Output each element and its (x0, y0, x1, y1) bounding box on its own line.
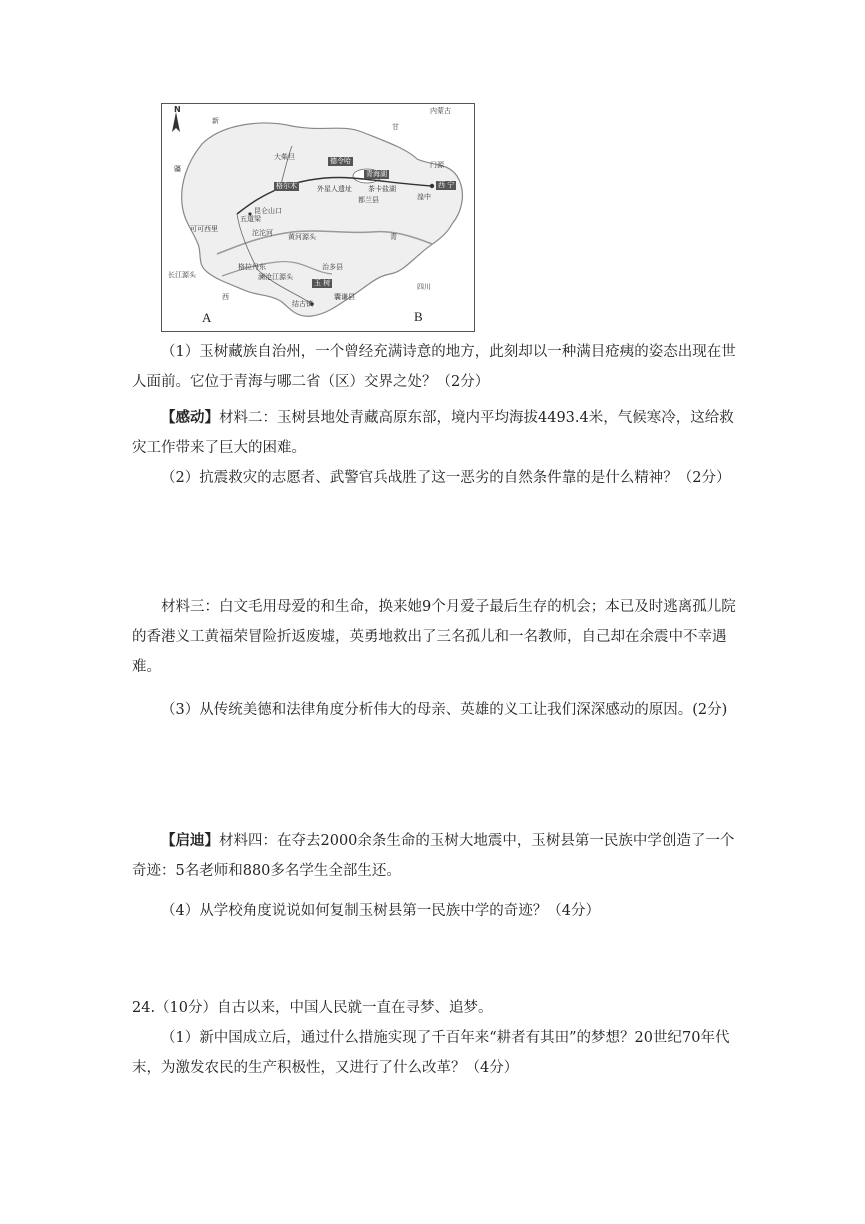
map-label-qing: 青 (390, 233, 397, 241)
map-label-nangqian: 囊谦县 (334, 293, 355, 301)
north-label: N (174, 105, 181, 114)
map-tag-yushu: 玉 树 (314, 279, 331, 287)
map-label-tuotuohe: 沱沱河 (252, 229, 273, 237)
map-label-huangzhong: 湟中 (417, 193, 431, 201)
material-4-text: 材料四：在夺去2000余条生命的玉树大地震中，玉树县第一民族中学创造了一个奇迹：5名老师和880多名学生全部生还。 (132, 833, 735, 879)
map-label-jiang: 疆 (174, 165, 181, 173)
map-label-menyuan: 门源 (430, 161, 444, 169)
map-tag-geermu: 格尔木 (276, 182, 297, 190)
map-label-neimenggu: 内蒙古 (430, 107, 451, 115)
material-3: 材料三：白文毛用母爱的和生命，换来她9个月爱子最后生存的机会；本已及时逃离孤儿院的香港义工黄福荣冒险折返废墟，英勇地救出了三名孤儿和一名教师，自己却在余震中不幸遇难。 (132, 599, 736, 675)
question-24-heading: 24.（10分）自古以来，中国人民就一直在寻梦、追梦。 (132, 1000, 493, 1016)
map-tag-delingha: 德令哈 (330, 157, 351, 165)
material-4-tag: 【启迪】 (161, 832, 219, 849)
question-24-part-1: （1）新中国成立后，通过什么措施实现了千百年来“耕者有其田”的梦想？20世纪70年代末，为激发农民的生产积极性，又进行了什么改革？（4分） (132, 1030, 730, 1076)
map-label-kekexili: 可可西里 (190, 225, 218, 233)
material-4 (132, 826, 742, 886)
question-1: （1）玉树藏族自治州，一个曾经充满诗意的地方，此刻却以一种满目疮痍的姿态出现在世人面前。它位于青海与哪二省（区）交界之处？（2分） (132, 344, 736, 390)
map-label-kunlun: 昆仑山口 (254, 207, 282, 215)
qinghai-map-figure (161, 103, 475, 332)
map-corner-a: A (202, 310, 212, 325)
map-drawing (162, 104, 474, 331)
map-label-xin: 新 (212, 117, 219, 125)
map-label-jiegu: 结古镇 (292, 300, 313, 308)
map-label-waixingren: 外星人遗址 (317, 185, 352, 193)
material-2 (132, 403, 742, 463)
map-label-xizang: 西 (222, 293, 229, 301)
map-label-sichuan: 四川 (417, 283, 431, 291)
map-label-changjiangyuan: 长江源头 (168, 271, 196, 279)
material-2-text: 材料二：玉树县地处青藏高原东部，境内平均海拔4493.4米，气候寒冷，这给救灾工作带来了巨大的困难。 (132, 410, 734, 456)
question-2: （2）抗震救灾的志愿者、武警官兵战胜了这一恶劣的自然条件靠的是什么精神？（2分） (161, 470, 731, 486)
map-label-gan: 甘 (392, 123, 399, 131)
map-tag-qinghaihu: 青海湖 (366, 170, 387, 178)
map-label-zhiduo: 治多县 (322, 263, 343, 271)
map-label-dachaidan: 大柴旦 (274, 153, 295, 161)
map-label-geladandong: 格拉丹东 (238, 263, 266, 271)
question-3: （3）从传统美德和法律角度分析伟大的母亲、英雄的义工让我们深深感动的原因。(2分) (161, 702, 728, 718)
map-corner-b: B (414, 309, 423, 324)
material-2-tag: 【感动】 (161, 409, 219, 426)
map-label-dulan: 都兰县 (358, 196, 379, 204)
map-label-chaka: 茶卡盐湖 (368, 185, 396, 193)
map-label-huangheyuan: 黄河源头 (288, 233, 316, 241)
question-4: （4）从学校角度说说如何复制玉树县第一民族中学的奇迹？（4分） (161, 903, 600, 919)
map-label-lancangjiang: 澜沧江源头 (258, 273, 293, 281)
map-label-wudaoliang: 五道梁 (240, 215, 261, 223)
map-tag-xining: 西 宁 (438, 181, 455, 189)
